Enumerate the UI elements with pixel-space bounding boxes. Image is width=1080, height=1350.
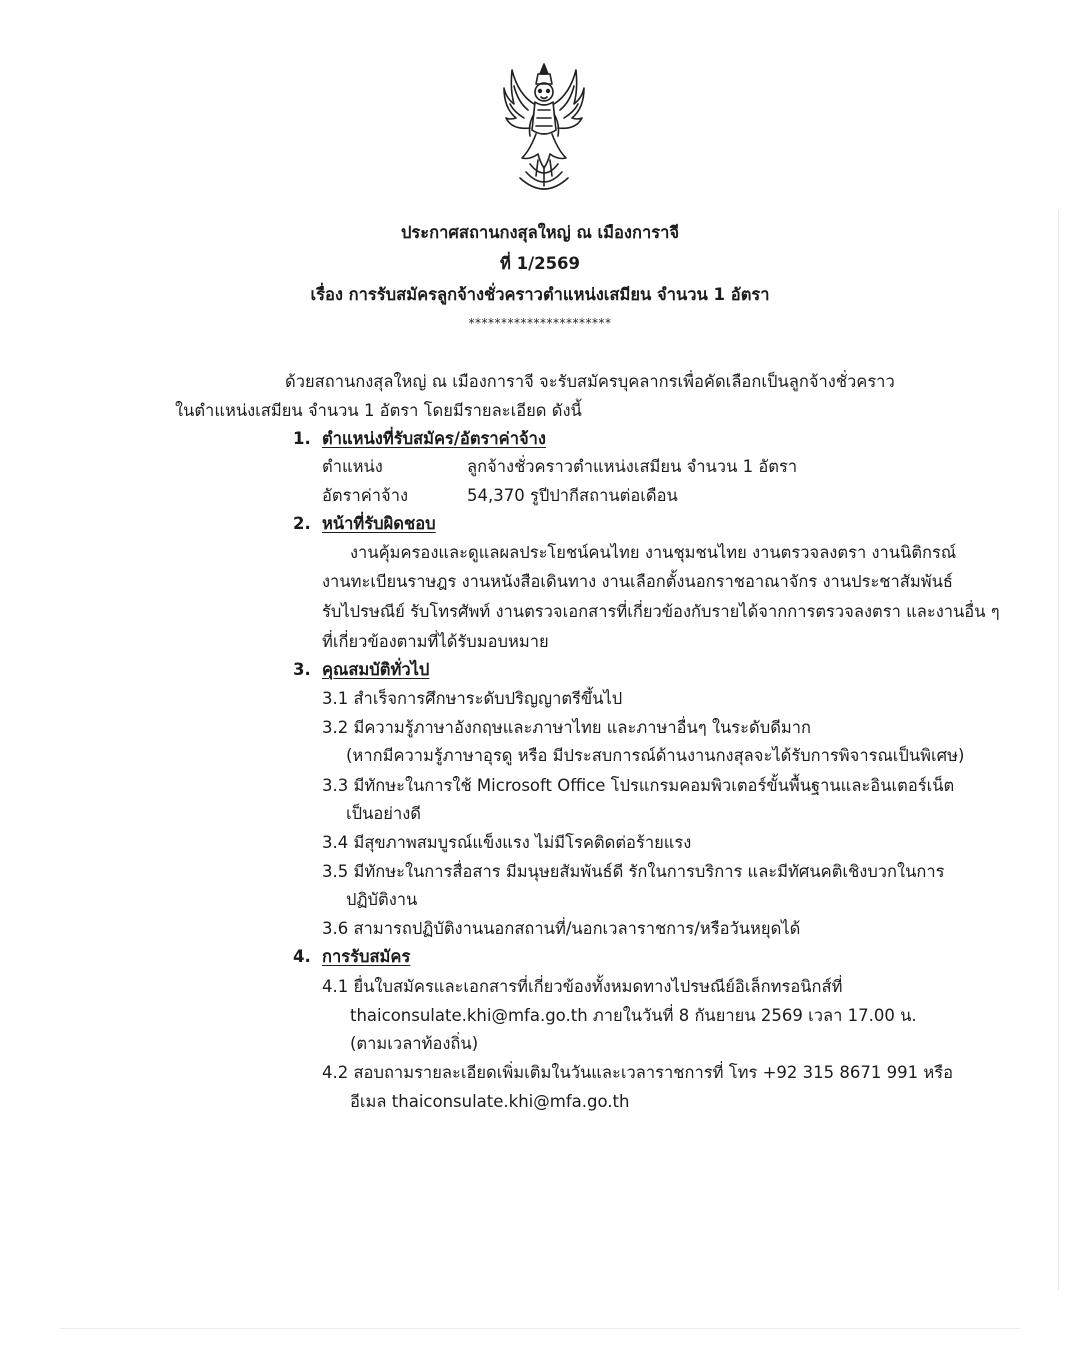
section-4-heading: การรับสมัคร — [322, 947, 411, 966]
qualification-3-3: 3.3 มีทักษะในการใช้ Microsoft Office โปรแกรมคอมพิวเตอร์ขั้นพื้นฐานและอินเตอร์เน็ต — [322, 776, 955, 795]
qualification-3-2: 3.2 มีความรู้ภาษาอังกฤษและภาษาไทย และภาษาอื่นๆ ในระดับดีมาก — [322, 718, 812, 737]
section-1-heading: ตำแหน่งที่รับสมัคร/อัตราค่าจ้าง — [322, 429, 546, 448]
qualification-3-1: 3.1 สำเร็จการศึกษาระดับปริญญาตรีขึ้นไป — [322, 689, 623, 708]
section-4-number: 4. — [293, 947, 311, 966]
qualification-3-6: 3.6 สามารถปฏิบัติงานนอกสถานที่/นอกเวลาราชการ/หรือวันหยุดได้ — [322, 919, 801, 938]
qualification-3-3-cont: เป็นอย่างดี — [346, 804, 422, 823]
announcement-title: ประกาศสถานกงสุลใหญ่ ณ เมืองการาจี — [400, 223, 680, 242]
section-1-number: 1. — [293, 429, 311, 448]
qualification-3-5-cont: ปฏิบัติงาน — [346, 890, 418, 909]
qualification-3-5: 3.5 มีทักษะในการสื่อสาร มีมนุษยสัมพันธ์ดี รักในการบริการ และมีทัศนคติเชิงบวกในการ — [322, 862, 945, 881]
application-4-2-email: อีเมล thaiconsulate.khi@mfa.go.th — [350, 1092, 630, 1111]
position-value: ลูกจ้างชั่วคราวตำแหน่งเสมียน จำนวน 1 อัตรา — [467, 457, 798, 476]
section-2-heading: หน้าที่รับผิดชอบ — [322, 514, 436, 533]
announcement-subject: เรื่อง การรับสมัครลูกจ้างชั่วคราวตำแหน่งเสมียน จำนวน 1 อัตรา — [310, 285, 770, 304]
position-label: ตำแหน่ง — [322, 457, 383, 476]
salary-value: 54,370 รูปีปากีสถานต่อเดือน — [467, 486, 678, 505]
intro-line-1: ด้วยสถานกงสุลใหญ่ ณ เมืองการาจี จะรับสมัครบุคลากรเพื่อคัดเลือกเป็นลูกจ้างชั่วคราว — [285, 372, 895, 391]
duties-line-3: รับไปรษณีย์ รับโทรศัพท์ งานตรวจเอกสารที่เกี่ยวข้องกับรายได้จากการตรวจลงตรา และงานอื่น ๆ — [322, 602, 1000, 621]
duties-line-2: งานทะเบียนราษฎร งานหนังสือเดินทาง งานเลือกตั้งนอกราชอาณาจักร งานประชาสัมพันธ์ — [322, 572, 953, 591]
qualification-3-2-note: (หากมีความรู้ภาษาอุรดู หรือ มีประสบการณ์ด้านงานกงสุลจะได้รับการพิจารณเป็นพิเศษ) — [346, 746, 965, 765]
application-4-1: 4.1 ยื่นใบสมัครและเอกสารที่เกี่ยวข้องทั้งหมดทางไปรษณีย์อิเล็กทรอนิกส์ที่ — [322, 977, 843, 996]
scan-edge-bottom — [60, 1328, 1020, 1329]
garuda-emblem-icon — [500, 60, 588, 200]
application-4-2: 4.2 สอบถามรายละเอียดเพิ่มเติมในวันและเวลาราชการที่ โทร +92 315 8671 991 หรือ — [322, 1063, 954, 1082]
intro-line-2: ในตำแหน่งเสมียน จำนวน 1 อัตรา โดยมีรายละเอียด ดังนี้ — [175, 401, 582, 420]
salary-label: อัตราค่าจ้าง — [322, 486, 409, 505]
section-2-number: 2. — [293, 514, 311, 533]
section-3-heading: คุณสมบัติทั่วไป — [322, 660, 430, 679]
duties-line-4: ที่เกี่ยวข้องตามที่ได้รับมอบหมาย — [322, 632, 549, 651]
application-4-1-email-deadline: thaiconsulate.khi@mfa.go.th ภายในวันที่ 8 กันยายน 2569 เวลา 17.00 น. — [350, 1006, 917, 1025]
scan-edge-right — [1058, 210, 1059, 1290]
duties-line-1: งานคุ้มครองและดูแลผลประโยชน์คนไทย งานชุมชนไทย งานตรวจลงตรา งานนิติกรณ์ — [350, 543, 957, 562]
separator-stars: ********************** — [468, 316, 612, 330]
application-4-1-local-time: (ตามเวลาท้องถิ่น) — [350, 1034, 479, 1053]
qualification-3-4: 3.4 มีสุขภาพสมบูรณ์แข็งแรง ไม่มีโรคติดต่อร้ายแรง — [322, 833, 692, 852]
announcement-number: ที่ 1/2569 — [499, 254, 581, 273]
section-3-number: 3. — [293, 660, 311, 679]
